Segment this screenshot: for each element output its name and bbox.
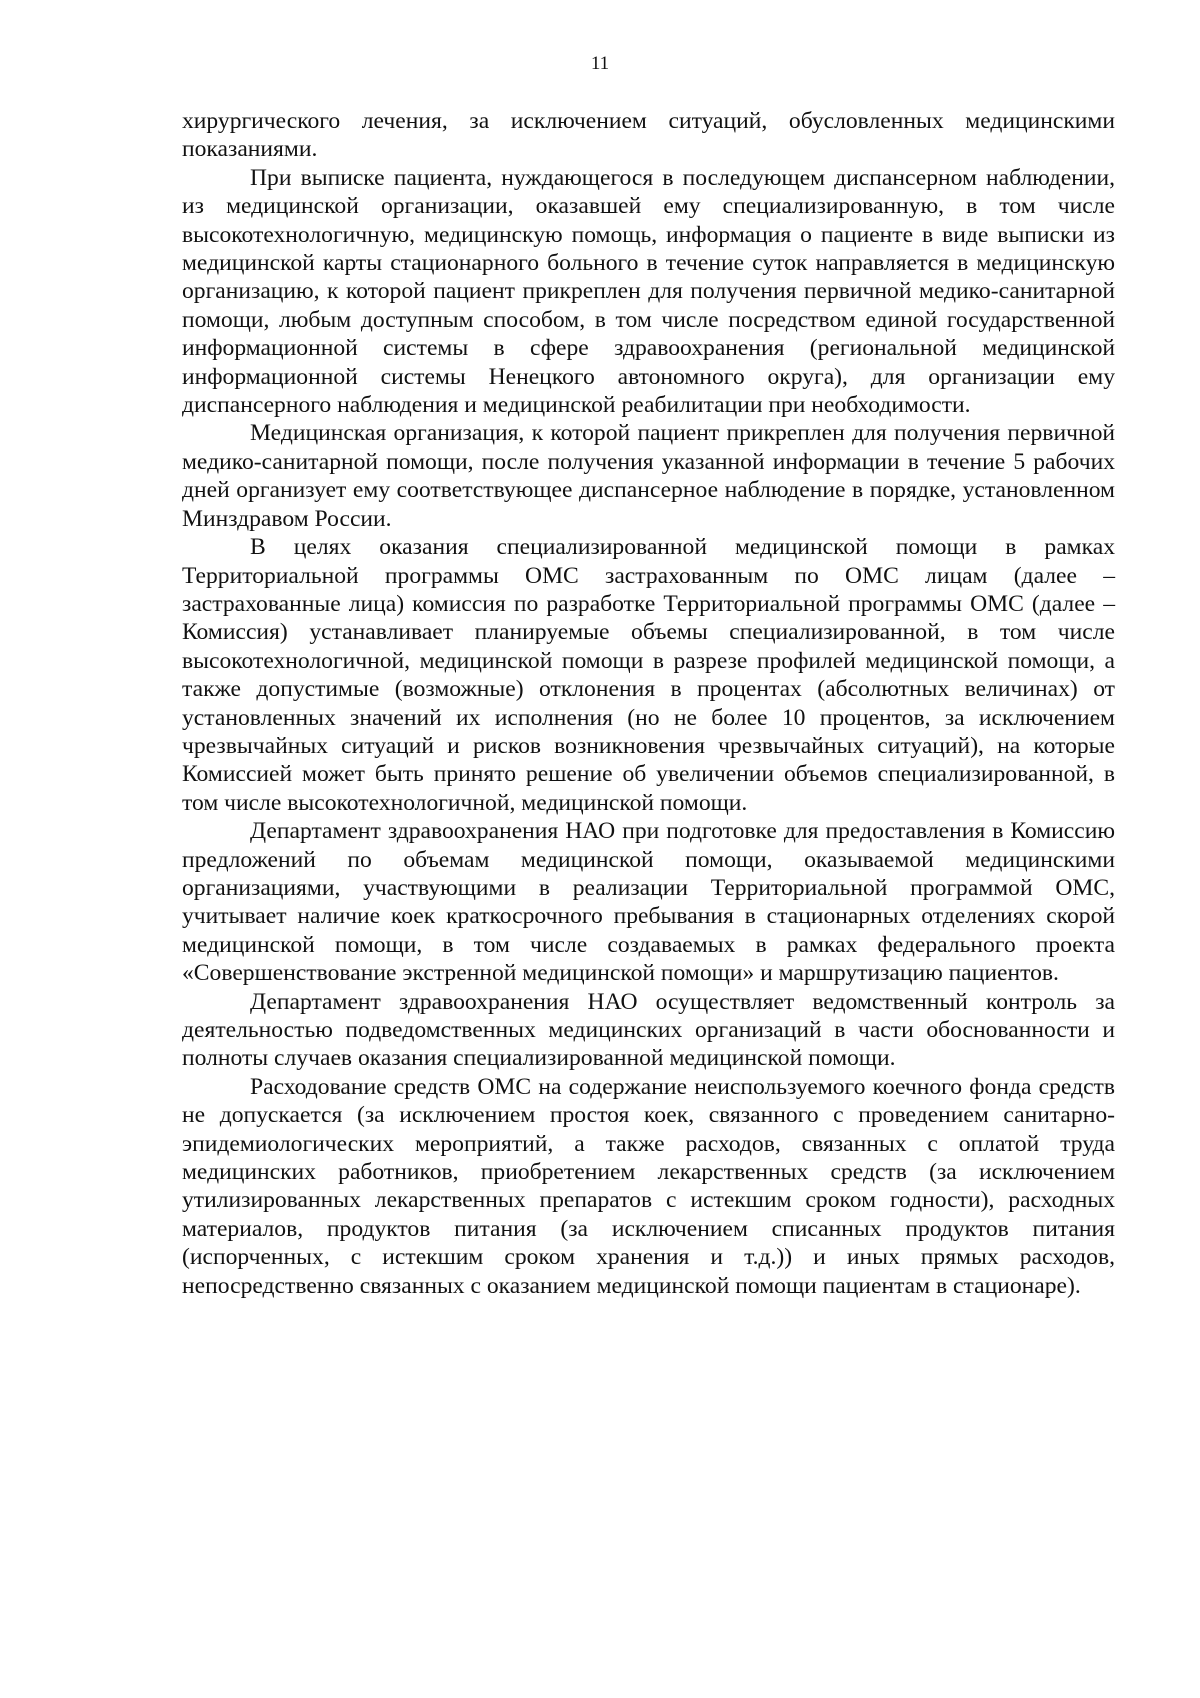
- document-body: [182, 107, 1115, 1300]
- paragraph-departmental-control: Департамент здравоохранения НАО осуществляет ведомственный контроль за деятельностью подведомственных медицинских организаций в части обоснованности и полноты случаев оказания специализированной медицинской помощи.: [182, 988, 1115, 1072]
- paragraph-bed-fund-expenses: Расходование средств ОМС на содержание неиспользуемого коечного фонда средств не допускается (за исключением простоя коек, связанного с проведением санитарно-эпидемиологических мероприятий, а также расходов, связанных с оплатой труда медицинских работников, приобретением лекарственных средств (за исключением утилизированных лекарственных препаратов с истекшим сроком годности), расходных материалов, продуктов питания (за исключением списанных продуктов питания (испорченных, с истекшим сроком хранения и т.д.)) и иных прямых расходов, непосредственно связанных с оказанием медицинской помощи пациентам в стационаре).: [182, 1073, 1115, 1299]
- page-number: 11: [590, 53, 610, 74]
- paragraph-continuation: хирургического лечения, за исключением ситуаций, обусловленных медицинскими показаниями.: [182, 108, 1115, 163]
- paragraph-department-proposals: Департамент здравоохранения НАО при подготовке для предоставления в Комиссию предложений по объемам медицинской помощи, оказываемой медицинскими организациями, участвующими в реализации Территориальной программой ОМС, учитывает наличие коек краткосрочного пребывания в стационарных отделениях скорой медицинской помощи, в том числе создаваемых в рамках федерального проекта «Совершенствование экстренной медицинской помощи» и маршрутизацию пациентов.: [182, 818, 1115, 987]
- paragraph-dispensary-observation: Медицинская организация, к которой пациент прикреплен для получения первичной медико-санитарной помощи, после получения указанной информации в течение 5 рабочих дней организует ему соответствующее диспансерное наблюдение в порядке, установленном Минздравом России.: [182, 420, 1115, 532]
- paragraph-specialized-care-volumes: В целях оказания специализированной медицинской помощи в рамках Территориальной программы ОМС застрахованным по ОМС лицам (далее – застрахованные лица) комиссия по разработке Территориальной программы ОМС (далее – Комиссия) устанавливает планируемые объемы специализированной, в том числе высокотехнологичной, медицинской помощи в разрезе профилей медицинской помощи, а также допустимые (возможные) отклонения в процентах (абсолютных величинах) от установленных значений их исполнения (но не более 10 процентов, за исключением чрезвычайных ситуаций и рисков возникновения чрезвычайных ситуаций), на которые Комиссией может быть принято решение об увеличении объемов специализированной, в том числе высокотехнологичной, медицинской помощи.: [182, 534, 1115, 816]
- paragraph-discharge-information: При выписке пациента, нуждающегося в последующем диспансерном наблюдении, из медицинской организации, оказавшей ему специализированную, в том числе высокотехнологичную, медицинскую помощь, информация о пациенте в виде выписки из медицинской карты стационарного больного в течение суток направляется в медицинскую организацию, к которой пациент прикреплен для получения первичной медико-санитарной помощи, любым доступным способом, в том числе посредством единой государственной информационной системы в сфере здравоохранения (региональной медицинской информационной системы Ненецкого автономного округа), для организации ему диспансерного наблюдения и медицинской реабилитации при необходимости.: [182, 164, 1115, 419]
